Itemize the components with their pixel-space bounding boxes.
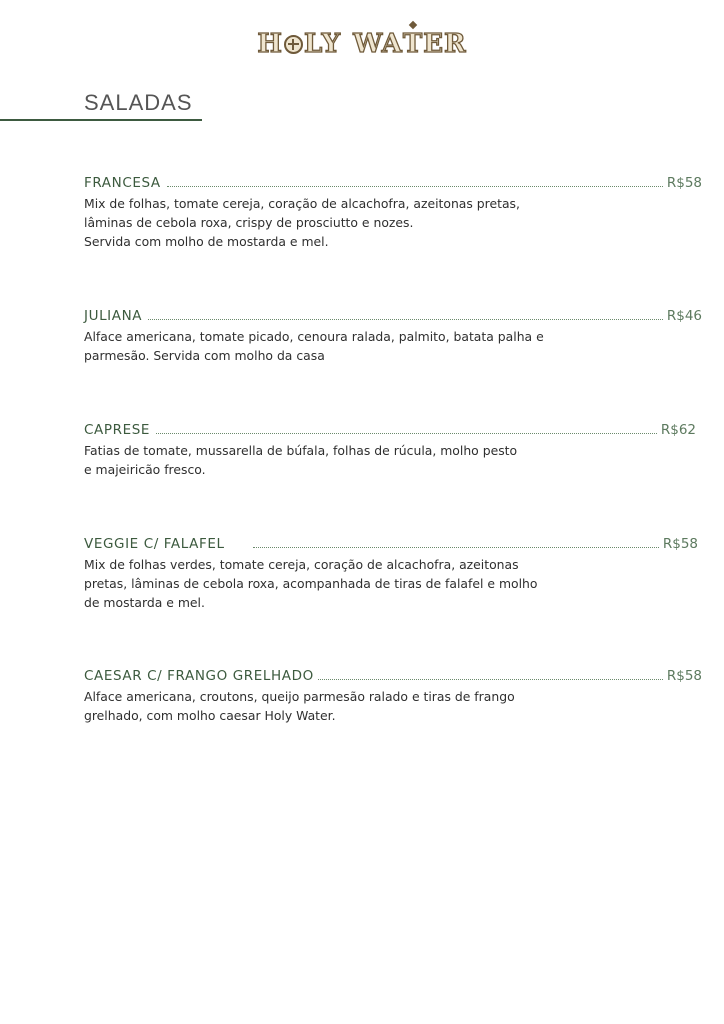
logo-letters-3: WA (353, 29, 403, 59)
holy-water-logo (0, 24, 724, 64)
dot-leader (253, 537, 659, 548)
menu-item-header (84, 536, 698, 555)
menu-item-name: VEGGIE C/ FALAFEL (84, 536, 225, 552)
menu-item-caesar-frango (84, 668, 702, 725)
dot-leader (148, 309, 663, 320)
menu-item-description-line: Mix de folhas verdes, tomate cereja, coração de alcachofra, azeitonas (84, 557, 519, 572)
dot-leader (167, 176, 663, 187)
menu-item-price: R$58 (666, 668, 702, 684)
menu-item-francesa (84, 175, 702, 251)
menu-item-description-line: Servida com molho de mostarda e mel. (84, 234, 329, 249)
menu-item-header (84, 422, 696, 441)
logo-letters-2: LY (303, 29, 342, 59)
menu-item-price: R$58 (666, 175, 702, 191)
section-title: SALADAS (84, 90, 193, 115)
menu-item-price: R$62 (660, 422, 696, 438)
section-divider (0, 119, 202, 121)
logo-letters-1: H (257, 29, 283, 59)
logo-letter-t: T (402, 29, 424, 59)
logo-wordmark (257, 29, 466, 59)
menu-item-name: CAPRESE (84, 422, 151, 438)
cross-circle-icon (284, 35, 303, 54)
menu-item-name: FRANCESA (84, 175, 161, 191)
menu-item-description-line: Mix de folhas, tomate cereja, coração de alcachofra, azeitonas pretas, (84, 196, 520, 211)
menu-item-veggie-falafel (84, 536, 698, 612)
menu-item-header (84, 308, 702, 327)
menu-item-name: JULIANA (84, 308, 143, 324)
menu-item-price: R$58 (662, 536, 698, 552)
menu-item-price: R$46 (666, 308, 702, 324)
menu-item-description-line: lâminas de cebola roxa, crispy de prosciutto e nozes. (84, 215, 414, 230)
logo-letters-4: ER (423, 29, 467, 59)
menu-item-header (84, 668, 702, 687)
menu-item-header (84, 175, 702, 194)
menu-item-description-line: de mostarda e mel. (84, 595, 205, 610)
dot-leader (156, 423, 657, 434)
menu-item-caprese (84, 422, 696, 479)
menu-item-description-line: Alface americana, tomate picado, cenoura ralada, palmito, batata palha e (84, 329, 544, 344)
menu-item-description-line: Fatias de tomate, mussarella de búfala, folhas de rúcula, molho pesto (84, 443, 518, 458)
menu-item-description-line: Alface americana, croutons, queijo parmesão ralado e tiras de frango (84, 689, 515, 704)
menu-item-juliana (84, 308, 702, 365)
menu-item-description-line: grelhado, com molho caesar Holy Water. (84, 708, 336, 723)
menu-item-name: CAESAR C/ FRANGO GRELHADO (84, 668, 314, 684)
dot-leader (318, 669, 663, 680)
menu-item-description-line: e majeiricão fresco. (84, 462, 206, 477)
menu-item-description-line: parmesão. Servida com molho da casa (84, 348, 325, 363)
menu-item-description-line: pretas, lâminas de cebola roxa, acompanhada de tiras de falafel e molho (84, 576, 538, 591)
